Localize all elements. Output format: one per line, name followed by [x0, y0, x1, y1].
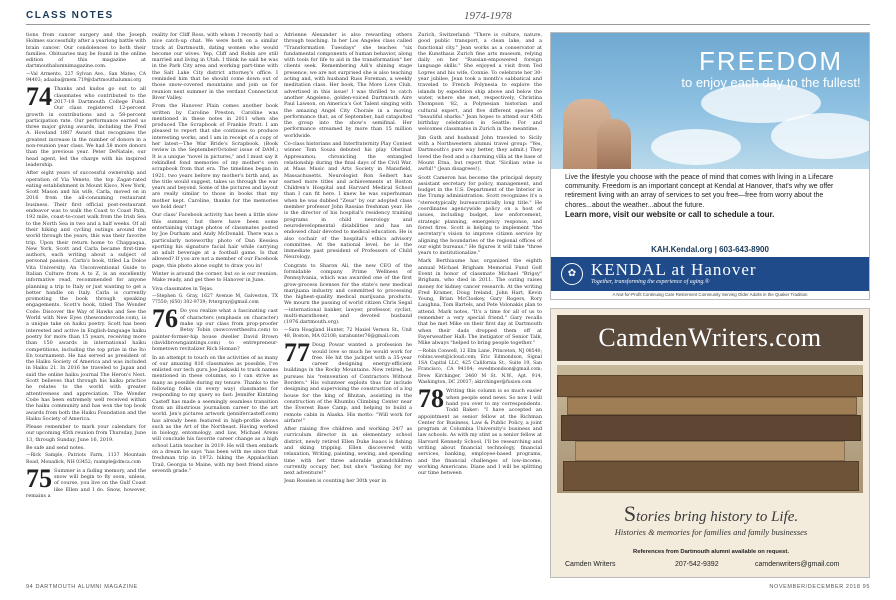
book — [575, 441, 845, 461]
correspondent-signature: —Stephen G. Gray, 1627 Avenue M, Galveston, TX 77550; (650) 302-9739; fvtergray@gmail.com — [152, 293, 278, 306]
page-header — [26, 8, 870, 30]
paragraph: Be safe and send notes. — [26, 445, 85, 451]
class-year-dropcap: 78 — [418, 384, 444, 414]
slogan-initial: S — [623, 501, 637, 526]
ad-body — [565, 173, 861, 219]
section-title: CLASS NOTES — [26, 10, 114, 21]
kendal-banner — [551, 257, 869, 291]
paragraph: After eight years of successful ownership and operation of Via Veneto, the top Zagat-rated eating establishment in Mount Kisco, New York, Scott Mason and his wife, Carla, moved on in 2016 from the all-consuming restaurant business. Their first official post-restaurant endeavor was to walk the Coast to Coast Path, 192 mile, coast-to-coast walk from the Irish Sea to the North Sea in two and a half weeks. Of all their hiking and cycling outings around the world through the years, this was their favorite trip. Upon their return home to Chappaqua, New York, Scott and Carla became first-time authors, each writing about a subject of personal passion. Carla's book, titled La Dolce Vita University, An Unconventional Guide to Italian Culture from A to Z, is an excellently informative read, recommended for anyone planning a trip to Italy or just wanting to get a better handle on Italy. Carla is currently promoting the book through speaking engagements. Scott's book, titled The Wonder Code: Discover the Way of Hawks and See the World with New Eyes (thewondercode.com), is a unique take on haiku poetry. Scott has been interested and active in English-language haiku poetry for more than 15 years, receiving more than 150 awards in international haiku competitions, including the top prize in the Ito En tournament. He has served as president of the Haiku Society of America and was included in Haiku 21. In 2016 he traveled to Japan and said the online haiku journal The Heron's Nest. Scott believes that through his haiku practice he relates to the world with greater attentiveness and appreciation. The Wonder Code has been extremely well received within the haiku community and has won the top book awards from both the Haiku Foundation and the Haiku Society of America. — [26, 170, 146, 422]
paragraph-text: Do you realize what a fascinating cast of characters (emphasis on character) make up our class from prop-proofer Betsy Tobin (nowcoverthesitu.com) to painter-former-hip house dweller David Brown (davidbrowngaintings.com) to entrepreneur-hometown revitalizer Rich Homan? — [152, 308, 278, 353]
header-rule — [26, 24, 870, 25]
class-year-entry — [152, 304, 278, 353]
kendal-logo-icon: ✿ — [561, 263, 583, 285]
book — [557, 375, 863, 397]
paragraph: Please remember to mark your calendars for our upcoming 45th reunion from Thursday, June 13, through Sunday, June 16, 2019. — [26, 424, 146, 443]
class-years: 1974-1978 — [464, 10, 512, 22]
paragraph: Jean Rossien is counting her 30th year in — [284, 478, 387, 485]
class-year-dropcap: 76 — [152, 304, 178, 334]
headline-freedom: FREEDOM — [699, 46, 843, 76]
column-4 — [418, 32, 542, 580]
kendal-tagline: Together, transforming the experience of aging.® — [591, 279, 710, 285]
paragraph: In an attempt to touch on the activities of as many of our amazing 816 classmates as possible, I've enlisted our tech guru Joe Jaskaski to track names mentioned in these columns, so I can strive as many as possible during my tenure. Thanks to the following folks (in every way) classmates for responding to my query so fast: Jennifer Kintzing Casteff has made a seemingly seamless transition from an illustrious journalism career to the art world. Jen's pictures artwork (jennifercasteff.com) has already been featured in high-profile shows such as the Art of the Northeast. Having worked in biology, entomology, and law, Michael Arens will conclude his favorite career change as a high school Latin teacher in 2019. He will then embark on a dream he says "has been with me since that freshman trip in 1972: hiking the Appalachian Trail, Georgia to Maine, with my best friend since seventh grade." — [152, 354, 278, 474]
class-year-entry — [26, 82, 146, 168]
paragraph: Congrats to Sharon Ali, the new CEO of the formidable company Prime Wellness of Pennsylvania, which was awarded one of the first grow-process licenses for the state's new medical marijuana industry and committed to processing the highest-quality medical marijuana products. We mourn the passing of world citizen Chris Segal—international banker, lawyer, professor, cyclist, multi-marathoner, and devoted husband (1976.dartmouth.org). — [284, 262, 412, 326]
class-year-dropcap: 75 — [26, 463, 52, 493]
paragraph: Our class' Facebook activity has been a little slow this summer, but there have been some entertaining vintage photos of classmates posted by Joe Durham and Andy McDonald. There was a particularly noteworthy photo of Dan Kessiea sporting his signature facial hair while carrying an adult beverage at a football game. Is that allowed? If you are not a member of our Facebook page, this photo alone ought to draw you in! — [152, 212, 278, 269]
books-illustration — [557, 365, 863, 493]
correspondent-signature: —Rick Sample, Patriots Farm, 1137 Mountain Road, Monadick, NH 03452; rsample@dmca.com — [26, 453, 146, 465]
paragraph-text: Thanks and kudos go out to all classmates who contributed to the 2017-18 Dartmouth College Fund. Our class registered 12-percent growth in contributions and a 58-percent participation rate. Our performance earned us three major giving awards, including the Fred A. Howland 1887 Award that recognizes the greatest increase in the number of donors in a non-reunion year class. We had 58 more donors than the previous year. Peter DeNatale, our head agent, led the charge with his inspired leadership. — [26, 86, 146, 168]
correspondent-signature: —Sara Hoagland Hunter, 72 Maxiel Vernon St., Unit 48, Boston, MA 02108; sarahunter76@gmail.com — [284, 327, 412, 339]
paragraph: Jim Guth and husband John traveled to Sicily with a Northwestern alumni travel group: "Yes, Dartmouth's pure way better, they admit.) They loved the food and a charming villa at the base of Mount Etna, but report that "Sicilian wine is awful!" (Jean disagrees!). — [418, 134, 542, 173]
cloud — [651, 129, 741, 165]
camden-email[interactable]: camdenwriters@gmail.com — [755, 561, 840, 568]
class-year-entry — [284, 338, 412, 424]
camden-slogan — [561, 501, 861, 527]
paragraph: Winter is around the corner, but so is our reunion. Make ready, and get thee to Hanover in June. — [152, 270, 278, 284]
camden-title-link[interactable]: CamdenWriters.com — [557, 315, 863, 361]
paragraph-text: Writing this column is so much easier when people send news. So now I will hand you over to my correspondents. Todd Baker: "I have accepted an appointment as senior fellow at the Richman Center for Business, Law & Public Policy, a joint program at Columbia University's business and law schools. As with my stint as a senior fellow at Harvard Kennedy School, I'll be researching and writing about financial technology, financial services, banking, employee-based programs, and the financial challenges of low-income, working Americans. Diane and I will be splitting our time between — [418, 388, 542, 477]
correspondent-signature: —Robin Conwell, 12 Elm Lane, Princeton, NJ 08540; robins.west@icloud.com; Eric Edmondson, Signal 1SA Capital LLC, 425 California St., Suite 19, San Francisco, CA 94104; ewedmondson@gmail.com; Drew Kirchinger, 2460 M St. N.W., Apt. 914, Washington, DC 20037; akirchinger@fusion.com — [418, 348, 542, 386]
paragraph-text: Doug Powar wanted a profession he would love so much he would work for free. He hit the jackpot with a 35-year career designing energy-efficient buildings in the Rocky Mountains. Now retired, he pursues his "reinvention of Contractors Without Borders." His volunteer exploits thus far include designing and supervising the construction of a log house for the king of Bhutan, assisting in the construction of the Khumbu Climbing Center near the Everest Base Camp, and helping to build a remote cabin in Alaska. His motto: "Will work for airfare!" — [284, 342, 412, 424]
camden-subtitle: Histories & memories for families and family businesses — [614, 527, 808, 537]
class-year-dropcap: 74 — [26, 82, 52, 112]
class-year-dropcap: 77 — [284, 338, 310, 368]
kendal-brand-name: KENDAL at Hanover — [591, 260, 757, 279]
ad-photo — [551, 33, 869, 169]
book — [561, 415, 861, 441]
paragraph: reality for Cliff Ross, with whom I recently had a nice catch-up chat. We were both on a similar track at Dartmouth, dating women who would become our wives. Yep, Cliff and Robin are still married and living in Utah. I think he said he was in the Park City area and working part-time with the Salt Lake City district attorney's office. I reminded him that he should come down out of those snow-covered mountains and join us for reunion next summer in the verdant Connecticut River Valley. — [152, 32, 278, 101]
paragraph-text: Summer is a fading memory, and the snow will begin to fly soon, unless, of course, you live on the Gulf Coast like Ellen and I do. Snow, however, remains a — [26, 467, 146, 500]
book — [563, 461, 859, 491]
paragraph: Adrienne Alexander is also rewarding others through teaching. In her Los Angeles class called "Transformation Tuesdays" she teaches "six fundamental components of human behavior, along with tools for life to aid in the transformation" her clients seek. Remembering Adi's shining stage presence, we are not surprised she is also teaching acting and, with husband Russ Foreman, a weekly meditation class. Her book, The More Love Club, advertised in this issue! I was thrilled to catch another Angeleno, golden-voiced Dartmouth Aire Paul Lawson, on America's Got Talent singing with the amazing Angel City Chorale in a moving performance that, as of September, had catapulted the group into the show's semifinal. Her performance streamed by more than 15 million worldwide. — [284, 32, 412, 139]
paragraph: Mark Berthiaume has organized the eighth annual Michael Brigham Memorial Fund Golf Event in honor of classmate Michael "Brigsy" Brigham, who died in 2011. The outing raises money for kidney cancer research. At the writing Fred Kramer, Doug Ireland, John Hart, Kevin Young, Brian McCloskey, Gary Rogers, Rory Laughna, Tom Bartels, and Pete Volonakis plan to attend. Mark notes, "It's a time for all of us to remember a very special friend." Gary recalls that he met Mike on their first day at Dartmouth when their dads dropped them off at Fayerweather Hall: The instigator of Senior Talk, Mike always "helped to bring people together." — [418, 258, 542, 347]
ad-headline — [681, 47, 861, 90]
camden-name: Camden Writers — [565, 561, 616, 568]
ad-body-text: Live the lifestyle you choose with the peace of mind that comes with living in a Lifecare community. Freedom is an important concept at Kendal at Hanover, that's why we offer retirement living with an array of services to set you free—free from worry about the chores...about the weather...about the future. — [565, 174, 834, 209]
headline-subtitle: to enjoy each day to the fullest! — [681, 75, 861, 90]
class-year-entry — [418, 384, 542, 477]
correspondent-signature: —Val Armento, 227 Sylvan Ave., San Mateo, CA 94403; adaaba@mem.719@dartmouthalumni.org — [26, 71, 146, 84]
column-2 — [152, 32, 278, 580]
page-footer — [26, 584, 870, 594]
paragraph: tions from cancer surgery and the Joseph Holmes successfully after a yearlong battle with brain cancer. Our condolences to both their families. Obituaries may be found in the online edition of this magazine at dartmouthalumnimagazine.com. — [26, 32, 146, 70]
class-year-entry — [26, 463, 146, 500]
column-3 — [284, 32, 412, 580]
paragraph: Zurich, Switzerland: "There is culture, nature, good public transport, a clean lake, and a functional city." Jean works as a conservator at the Kunsthaus Zurich fine arts museum, relying daily on her "Russian-empowered foreign language skills." She enjoyed a visit from Ted Lopres and his wife, Connie. To celebrate her 30-year jubilee, Jean took a month's sabbatical and traveled to French Polynesia to explore the islands by expedition ship above and below the water, where she met, respectively, Christina Thompson '82, a Polynesian historian and cultural expert, and five different species of "beautiful sharks." Jean hopes to attend our 45th birthday celebration in Seattle. For and welcomes classmates in Zurich in the meantime. — [418, 32, 542, 133]
footer-right: NOVEMBER/DECEMBER 2018 95 — [769, 584, 870, 590]
person-figure — [597, 119, 631, 169]
footer-left: 94 DARTMOUTH ALUMNI MAGAZINE — [26, 584, 138, 590]
paragraph: Scott Cameron has become the principal deputy assistant secretary for policy, management, and budget in the U.S. Department of the Interior in the Trump administration. Scott recognizes it's a "stereotypically bureaucratically long title." He coordinates agencywide policy on a host of issues, including budget, law enforcement, strategic planning, emergency response, and forest fires. Scott is helping to implement "the secretary's vision to improve citizen service by aligning the boundaries of the regional offices of our eight bureaus." He figures it will take "three years to institutionalize." — [418, 174, 542, 257]
column-1 — [26, 32, 146, 580]
slogan-text: tories bring history to Life. — [636, 509, 799, 525]
cloud — [771, 113, 869, 159]
paragraph: After raising five children and working 24/7 as curriculum director in an elementary school district, newly retired Ellen Duke Isaacs is fishing and skiing tripping. Ellen discovered with relaxation, Writing, painting, sewing, and spending time with her three adorable grandchildren currently occupy her, but she's "looking for my next adventure!" — [284, 426, 412, 477]
ad-cta: Learn more, visit our website or call to schedule a tour. — [565, 209, 775, 219]
camden-ad[interactable] — [550, 308, 870, 578]
paragraph: Co-class historians and Interfraternity Play Contest winner Tom Souza debuted his play Obstinat Appresamou, chronicling the entangled relationship during the final days of the Civil War, at Mass Music and Arts Society in Mansfield, Massachusetts. Neurologist Ron Seibert has earned more titles and achievements at Boston Children's Hospital and Harvard Medical School than I can fit here. I knew he was superhuman when he was dubbed "Zeus" by our adopted class member professor John Rassias freshman year. He is the director of his hospital's residency training programs in child neurology and neurodevelopmental disabilities and has an endowed chair devoted to medical education. He is also cochair of the hospital's ethics advisory committee. At the national level, he is the immediate past president of Professors of Child Neurology. — [284, 141, 412, 261]
camden-phone[interactable]: 207-542-9392 — [675, 561, 719, 568]
ad-fineprint: A Not-for-Profit Continuing Care Retirement Community Serving Older Adults in the Quaker Tradition — [612, 292, 808, 297]
ad-contact-link[interactable]: KAH.Kendal.org | 603-643-8900 — [651, 245, 769, 254]
camden-references: References from Dartmouth alumni available on request. — [633, 549, 789, 555]
paragraph: Viva classmates in Tejas. — [152, 285, 214, 292]
paragraph: From the Hanover Plain comes another book written by Caroline Preston. Caroline was mentioned in these notes in 2011 when she produced The Scrapbook of Frankie Pratt. I am pleased to report that she continues to produce interesting works, and I am in receipt of a copy of her latest—The War Bride's Scrapbook. (Book review in the September/October issue of DAM.) It is a unique "novel in pictures," and I must say it rekindled fond memories of my mother's own scrapbook from that era. The timelines began in 1921, two years before my mother's birth and, as the title would suggest, takes us through the war years and beyond. Some of the pictures and layout are really similar to those in books that my mother kept. Caroline, thanks for the memories we hold dear! — [152, 103, 278, 211]
kendal-ad[interactable] — [550, 32, 870, 300]
book — [567, 397, 857, 415]
